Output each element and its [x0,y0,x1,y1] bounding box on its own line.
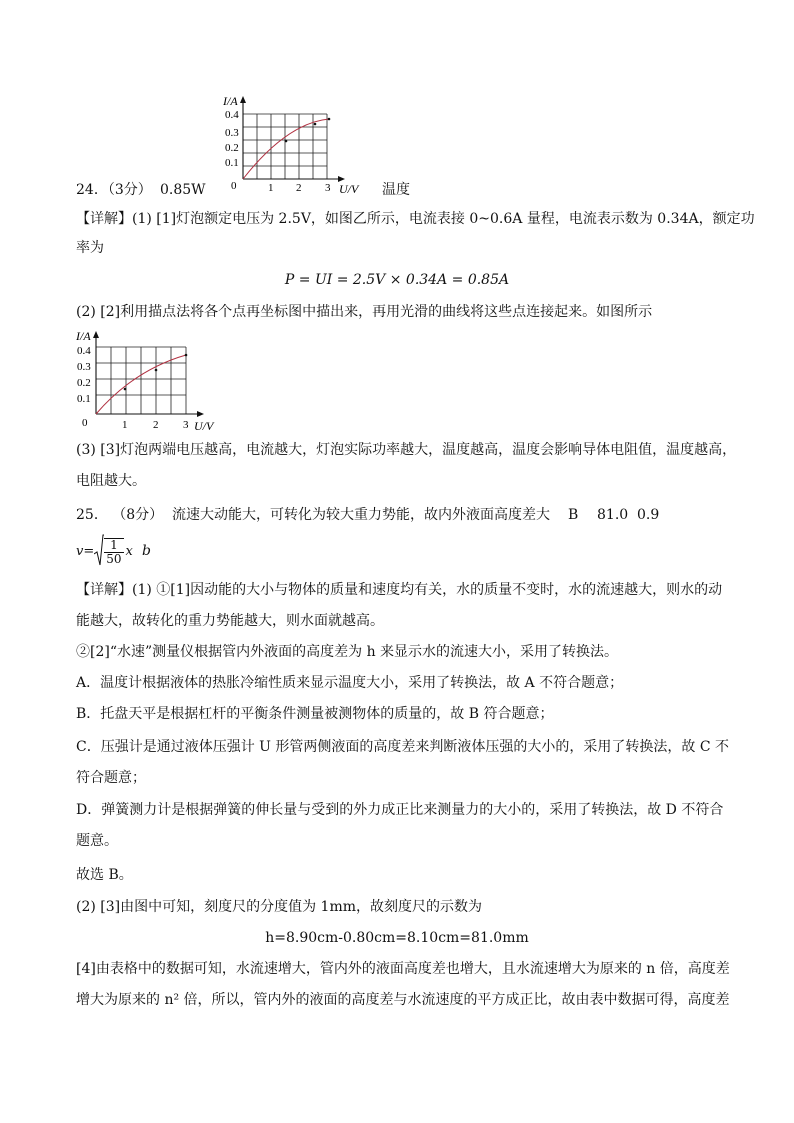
graph-2-point [155,369,158,372]
q25-answer-3: 81.0 [597,507,629,523]
q25-answer-6: b [142,543,151,559]
graph-1-point [285,140,288,143]
graph-1-point [328,118,331,121]
detail-paragraph-7-cont: 增大为原来的 n² 倍，所以，管内外的液面的高度差与水流速度的平方成正比，故由表中数据可得，高度差 [76,992,730,1008]
graph-1-y-arrow [240,96,246,103]
detail-paragraph-2: (2) [2]利用描点法将各个点再坐标图中描出来，再用光滑的曲线将这些点连接起来。如图所示 [76,304,653,320]
option-a: A．温度计根据液体的热胀冷缩性质来显示温度大小，采用了转换法，故 A 不符合题意； [76,675,624,691]
detail-paragraph-5: ②[2]“水速”测量仪根据管内外液面的高度差为 h 来显示水的流速大小，采用了转换法。 [76,644,619,660]
formula-power: P = UI = 2.5V × 0.34A = 0.85A [284,272,510,288]
graph-2-y-label: I/A [76,329,91,343]
q25-answer-1: 流速大动能大，可转化为较大重力势能，故内外液面高度差大 [172,507,550,523]
graph-1-y-tick: 0.4 [225,109,239,121]
detail-paragraph-3: (3) [3]灯泡两端电压越高，电流越大，灯泡实际功率越大，温度越高，温度会影响导体电阻值，温度越高， [76,442,737,458]
detail-paragraph-7: [4]由表格中的数据可知，水流速增大，管内外的液面高度差也增大，且水流速增大为原来的 n 倍，高度差 [76,961,730,977]
option-c-cont: 符合题意； [76,770,146,786]
graph-1-y-tick: 0.2 [225,142,239,154]
q25-answer-2: B [568,507,579,523]
detail-paragraph-3-cont: 电阻越大。 [76,473,146,489]
graph-1-x-tick: 3 [325,182,331,194]
graph-2-x-arrow [197,411,204,417]
graph-2-point [124,388,127,391]
graph-2-x-tick: 1 [122,419,128,431]
graph-2-y-tick: 0.4 [77,345,91,357]
graph-2-x-label: U/V [194,419,214,433]
graph-1-x-tick: 1 [268,182,274,194]
graph-1-x-tick: 0 [231,180,237,192]
graph-2-y-arrow [93,331,99,338]
graph-2-x-tick: 3 [183,419,189,431]
detail-label: 【详解】 [76,582,132,598]
graph-2-y-tick: 0.2 [77,377,91,389]
graph-1-y-label: I/A [223,94,238,108]
formula-height: h=8.90cm-0.80cm=8.10cm=81.0mm [265,930,529,946]
graph-2-y-tick: 0.3 [77,361,91,373]
choose-answer: 故选 B。 [76,867,133,883]
graph-1-x-label: U/V [339,182,359,196]
graph-1-curve [243,119,329,179]
formula-v-prefix: v= [76,543,95,559]
q25-velocity-formula [76,534,133,570]
graph-2-x-tick: 0 [82,417,88,429]
detail-paragraph-6: (2) [3]由图中可知，刻度尺的分度值为 1mm，故刻度尺的示数为 [76,899,483,915]
detail-paragraph-1: 【详解】(1) [1]灯泡额定电压为 2.5V，如图乙所示，电流表接 0~0.6A 量程，电流表示数为 0.34A，额定功 [76,211,755,227]
graph-2-grid [96,347,186,414]
detail-paragraph-4: 【详解】(1) ①[1]因动能的大小与物体的质量和速度均有关，水的质量不变时，水的流速越大，则水的动 [76,582,723,598]
formula-x: x [125,543,133,559]
graph-1-point [314,123,317,126]
q24-answer-1: 0.85W [160,182,206,198]
graph-1-x-tick: 2 [296,182,302,194]
graph-2 [76,328,226,433]
detail-label: 【详解】 [76,211,132,227]
graph-1 [215,93,365,198]
graph-1-y-tick: 0.3 [225,127,239,139]
detail-paragraph-1-cont: 率为 [76,240,104,256]
q25-head: 25． （8分） [76,507,164,523]
q25-answer-4: 0.9 [637,507,660,523]
graph-2-point [185,354,188,357]
sqrt-icon [94,534,104,568]
option-d-cont: 题意。 [76,833,118,849]
option-d: D．弹簧测力计是根据弹簧的伸长量与受到的外力成正比来测量力的大小的，采用了转换法，故 D 不符合 [76,802,724,818]
q24-head: 24．（3分） [76,182,152,198]
graph-1-y-tick: 0.1 [225,157,239,169]
q24-answer-3: 温度 [382,182,410,198]
option-c: C．压强计是通过液体压强计 U 形管两侧液面的高度差来判断液体压强的大小的，采用了转换法，故 C 不 [76,739,730,755]
fraction: $\frac{1}{50}$ [106,538,122,566]
graph-2-x-tick: 2 [153,419,159,431]
option-b: B．托盘天平是根据杠杆的平衡条件测量被测物体的质量的，故 B 符合题意； [76,706,554,722]
graph-2-y-tick: 0.1 [77,393,91,405]
detail-paragraph-4-cont: 能越大，故转化的重力势能越大，则水面就越高。 [76,613,384,629]
